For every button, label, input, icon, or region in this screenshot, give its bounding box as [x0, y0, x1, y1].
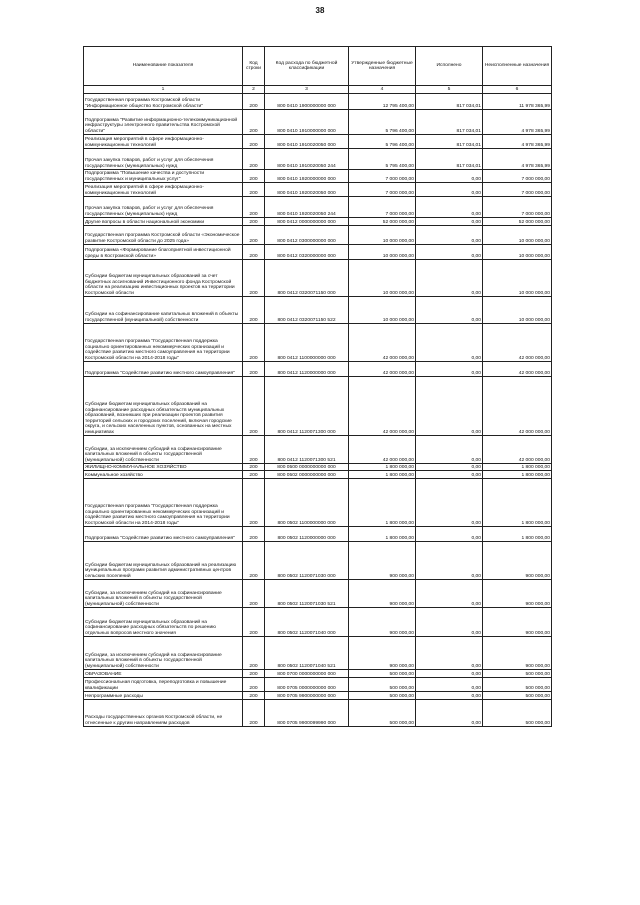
row-unexecuted-amount: 42 000 000,00: [483, 436, 552, 464]
row-approved-amount: 900 000,00: [349, 608, 416, 637]
row-executed-amount: 0,00: [416, 692, 483, 700]
row-indicator-name: Подпрограмма "Повышение качества и доступности государственных и муниципальных услуг": [84, 170, 243, 183]
row-line-code: 200: [243, 226, 265, 245]
header-unexecuted: Неисполненные назначения: [483, 47, 552, 86]
table-row: [84, 297, 552, 324]
row-classification-code: 800 0502 1100000000 000: [265, 479, 349, 527]
row-executed-amount: 0,00: [416, 479, 483, 527]
row-unexecuted-amount: 900 000,00: [483, 580, 552, 608]
row-approved-amount: 1 800 000,00: [349, 464, 416, 471]
header-line-code: Код строки: [243, 47, 265, 86]
row-approved-amount: 900 000,00: [349, 580, 416, 608]
row-approved-amount: 7 000 000,00: [349, 170, 416, 183]
row-indicator-name: Субсидии бюджетам муниципальных образований на реализацию муниципальных программ развития административных центров сельских поселений: [84, 542, 243, 580]
row-indicator-name: Субсидии бюджетам муниципальных образований на софинансирование расходных обязательств по решению отдельных вопросов местного значения: [84, 608, 243, 637]
table-row: [84, 700, 552, 727]
row-indicator-name: Прочая закупка товаров, работ и услуг для обеспечения государственных (муниципальных) нужд: [84, 149, 243, 170]
row-approved-amount: 1 800 000,00: [349, 471, 416, 479]
row-unexecuted-amount: 7 000 000,00: [483, 197, 552, 218]
row-executed-amount: 0,00: [416, 436, 483, 464]
row-line-code: 200: [243, 678, 265, 692]
row-unexecuted-amount: 11 978 365,99: [483, 94, 552, 110]
row-line-code: 200: [243, 464, 265, 471]
row-approved-amount: 42 000 000,00: [349, 324, 416, 362]
row-indicator-name: Реализация мероприятий в сфере информационно-коммуникационных технологий: [84, 135, 243, 149]
row-approved-amount: 900 000,00: [349, 637, 416, 670]
row-approved-amount: 1 800 000,00: [349, 527, 416, 542]
row-unexecuted-amount: 4 978 365,99: [483, 135, 552, 149]
row-line-code: 200: [243, 700, 265, 727]
row-line-code: 200: [243, 362, 265, 377]
column-number: 6: [483, 86, 552, 94]
row-approved-amount: 5 795 400,00: [349, 149, 416, 170]
row-classification-code: 800 0500 0000000000 000: [265, 464, 349, 471]
row-line-code: 200: [243, 149, 265, 170]
row-approved-amount: 500 000,00: [349, 670, 416, 678]
row-indicator-name: Государственная программа Костромской области «Экономическое развитие Костромской области до 2025 года»: [84, 226, 243, 245]
row-classification-code: 800 0410 1900000000 000: [265, 94, 349, 110]
row-indicator-name: ОБРАЗОВАНИЕ: [84, 670, 243, 678]
row-unexecuted-amount: 1 800 000,00: [483, 527, 552, 542]
column-number: 5: [416, 86, 483, 94]
row-approved-amount: 10 000 000,00: [349, 245, 416, 260]
row-line-code: 200: [243, 608, 265, 637]
row-unexecuted-amount: 10 000 000,00: [483, 226, 552, 245]
row-classification-code: 800 0502 1120071030 000: [265, 542, 349, 580]
row-classification-code: 800 0412 0320071150 522: [265, 297, 349, 324]
table-row: [84, 471, 552, 479]
column-number: 1: [84, 86, 243, 94]
row-unexecuted-amount: 500 000,00: [483, 678, 552, 692]
row-indicator-name: Подпрограмма "Содействие развитию местного самоуправления": [84, 527, 243, 542]
table-row: [84, 692, 552, 700]
row-approved-amount: 52 000 000,00: [349, 218, 416, 226]
header-indicator-name: Наименование показателя: [84, 47, 243, 86]
column-number: 2: [243, 86, 265, 94]
row-classification-code: 800 0410 1920020050 000: [265, 183, 349, 197]
row-line-code: 200: [243, 670, 265, 678]
table-row: [84, 608, 552, 637]
table-row: [84, 218, 552, 226]
row-approved-amount: 5 796 400,00: [349, 135, 416, 149]
row-unexecuted-amount: 500 000,00: [483, 692, 552, 700]
row-classification-code: 800 0412 1120071300 521: [265, 436, 349, 464]
row-line-code: 200: [243, 471, 265, 479]
table-body: [84, 94, 552, 727]
row-classification-code: 800 0410 1910020050 244: [265, 149, 349, 170]
row-classification-code: 800 0700 0000000000 000: [265, 670, 349, 678]
row-executed-amount: 817 034,01: [416, 94, 483, 110]
row-line-code: 200: [243, 245, 265, 260]
row-executed-amount: 0,00: [416, 183, 483, 197]
table-row: [84, 527, 552, 542]
table-row: [84, 94, 552, 110]
row-classification-code: 800 0412 0320071150 000: [265, 260, 349, 297]
header-budget-classification-code: Код расхода по бюджетной классификации: [265, 47, 349, 86]
table-row: [84, 110, 552, 135]
page-number: 38: [315, 6, 325, 15]
row-approved-amount: 42 000 000,00: [349, 362, 416, 377]
row-indicator-name: Субсидии, за исключением субсидий на софинансирование капитальных вложений в объекты государственной (муниципальной) собственности: [84, 436, 243, 464]
table-row: [84, 670, 552, 678]
row-line-code: 200: [243, 324, 265, 362]
row-executed-amount: 0,00: [416, 527, 483, 542]
table-row: [84, 436, 552, 464]
row-executed-amount: 0,00: [416, 170, 483, 183]
row-executed-amount: 0,00: [416, 464, 483, 471]
row-executed-amount: 817 034,01: [416, 110, 483, 135]
row-indicator-name: Субсидии, за исключением субсидий на софинансирование капитальных вложений в объекты государственной (муниципальной) собственности: [84, 637, 243, 670]
row-line-code: 200: [243, 110, 265, 135]
row-line-code: 200: [243, 260, 265, 297]
row-line-code: 200: [243, 377, 265, 436]
row-classification-code: 800 0410 1920000000 000: [265, 170, 349, 183]
table-row: [84, 170, 552, 183]
row-indicator-name: Государственная программа "Государственная поддержка социально ориентированных некоммерческих организаций и содействие развитию местного самоуправления на территории Костромской области на 2014-2018 годы": [84, 479, 243, 527]
row-indicator-name: Государственная программа Костромской области "Информационное общество Костромской области": [84, 94, 243, 110]
table-row: [84, 542, 552, 580]
table-row: [84, 149, 552, 170]
row-line-code: 200: [243, 580, 265, 608]
row-classification-code: 800 0412 1120000000 000: [265, 362, 349, 377]
column-number-row: [84, 86, 552, 94]
row-line-code: 200: [243, 542, 265, 580]
row-approved-amount: 5 796 400,00: [349, 110, 416, 135]
row-classification-code: 800 0410 1910000000 000: [265, 110, 349, 135]
row-indicator-name: Субсидии на софинансирование капитальных вложений в объекты государственной (муниципальной) собственности: [84, 297, 243, 324]
header-approved-budget: Утвержденные бюджетные назначения: [349, 47, 416, 86]
row-approved-amount: 10 000 000,00: [349, 297, 416, 324]
row-unexecuted-amount: 52 000 000,00: [483, 218, 552, 226]
header-executed: Исполнено: [416, 47, 483, 86]
row-executed-amount: 0,00: [416, 377, 483, 436]
row-executed-amount: 0,00: [416, 678, 483, 692]
row-line-code: 200: [243, 170, 265, 183]
row-classification-code: 800 0502 1120071030 521: [265, 580, 349, 608]
row-approved-amount: 1 800 000,00: [349, 479, 416, 527]
table-row: [84, 580, 552, 608]
row-line-code: 200: [243, 637, 265, 670]
row-unexecuted-amount: 1 800 000,00: [483, 464, 552, 471]
row-classification-code: 800 0410 1920020050 244: [265, 197, 349, 218]
row-executed-amount: 0,00: [416, 471, 483, 479]
row-indicator-name: Субсидии, за исключением субсидий на софинансирование капитальных вложений в объекты государственной (муниципальной) собственности: [84, 580, 243, 608]
table-row: [84, 226, 552, 245]
row-classification-code: 800 0412 0000000000 000: [265, 218, 349, 226]
row-line-code: 200: [243, 692, 265, 700]
table-header-row: [84, 47, 552, 86]
column-number: 4: [349, 86, 416, 94]
row-unexecuted-amount: 10 000 000,00: [483, 245, 552, 260]
row-indicator-name: Подпрограмма "Развитие информационно-телекоммуникационной инфраструктуры электронного правительства Костромской области": [84, 110, 243, 135]
row-classification-code: 800 0412 0320000000 000: [265, 245, 349, 260]
table-row: [84, 324, 552, 362]
table-row: [84, 377, 552, 436]
row-executed-amount: 0,00: [416, 637, 483, 670]
row-unexecuted-amount: 42 000 000,00: [483, 324, 552, 362]
row-approved-amount: 500 000,00: [349, 692, 416, 700]
row-line-code: 200: [243, 94, 265, 110]
row-unexecuted-amount: 900 000,00: [483, 608, 552, 637]
table-row: [84, 362, 552, 377]
row-classification-code: 800 0410 1910020050 000: [265, 135, 349, 149]
row-indicator-name: Подпрограмма "Содействие развитию местного самоуправления": [84, 362, 243, 377]
row-executed-amount: 0,00: [416, 260, 483, 297]
table-row: [84, 245, 552, 260]
row-approved-amount: 42 000 000,00: [349, 377, 416, 436]
row-executed-amount: 817 034,01: [416, 149, 483, 170]
row-line-code: 200: [243, 183, 265, 197]
row-executed-amount: 0,00: [416, 700, 483, 727]
row-indicator-name: ЖИЛИЩНО-КОММУНАЛЬНОЕ ХОЗЯЙСТВО: [84, 464, 243, 471]
row-line-code: 200: [243, 527, 265, 542]
table-row: [84, 197, 552, 218]
row-unexecuted-amount: 4 978 365,99: [483, 149, 552, 170]
row-unexecuted-amount: 10 000 000,00: [483, 260, 552, 297]
table-row: [84, 135, 552, 149]
row-classification-code: 800 0705 9900000000 000: [265, 692, 349, 700]
row-executed-amount: 0,00: [416, 580, 483, 608]
row-unexecuted-amount: 4 978 365,99: [483, 110, 552, 135]
row-unexecuted-amount: 7 000 000,00: [483, 170, 552, 183]
table-row: [84, 637, 552, 670]
table-row: [84, 464, 552, 471]
row-executed-amount: 817 034,01: [416, 135, 483, 149]
row-classification-code: 800 0412 1100000000 000: [265, 324, 349, 362]
row-indicator-name: Прочая закупка товаров, работ и услуг для обеспечения государственных (муниципальных) нужд: [84, 197, 243, 218]
row-unexecuted-amount: 500 000,00: [483, 670, 552, 678]
row-indicator-name: Другие вопросы в области национальной экономики: [84, 218, 243, 226]
row-indicator-name: Профессиональная подготовка, переподготовка и повышение квалификации: [84, 678, 243, 692]
row-approved-amount: 7 000 000,00: [349, 197, 416, 218]
row-indicator-name: Подпрограмма «Формирование благоприятной инвестиционной среды в Костромской области»: [84, 245, 243, 260]
table-row: [84, 260, 552, 297]
row-classification-code: 800 0502 1120071040 000: [265, 608, 349, 637]
row-executed-amount: 0,00: [416, 197, 483, 218]
table-row: [84, 479, 552, 527]
table-row: [84, 183, 552, 197]
row-line-code: 200: [243, 197, 265, 218]
row-unexecuted-amount: 42 000 000,00: [483, 362, 552, 377]
row-classification-code: 800 0502 1120000000 000: [265, 527, 349, 542]
row-approved-amount: 10 000 000,00: [349, 260, 416, 297]
row-indicator-name: Непрограммные расходы: [84, 692, 243, 700]
row-line-code: 200: [243, 135, 265, 149]
row-indicator-name: Субсидии бюджетам муниципальных образований за счет бюджетных ассигнований Инвестиционного фонда Костромской области на реализацию инвестиционных проектов на территории Костромской области: [84, 260, 243, 297]
row-executed-amount: 0,00: [416, 542, 483, 580]
budget-execution-table: [83, 46, 552, 727]
row-indicator-name: Субсидии бюджетам муниципальных образований на софинансирование расходных обязательств муниципальных образований, возникших при реализации проектов развития территорий сельских и городских поселений, включая городские округа, и сельских населенных пунктов, основанных на местных инициативах: [84, 377, 243, 436]
row-approved-amount: 42 000 000,00: [349, 436, 416, 464]
row-indicator-name: Реализация мероприятий в сфере информационно-коммуникационных технологий: [84, 183, 243, 197]
row-approved-amount: 12 795 400,00: [349, 94, 416, 110]
row-classification-code: 800 0502 1120071040 521: [265, 637, 349, 670]
row-approved-amount: 900 000,00: [349, 542, 416, 580]
row-unexecuted-amount: 900 000,00: [483, 542, 552, 580]
row-classification-code: 800 0705 9900099990 000: [265, 700, 349, 727]
row-executed-amount: 0,00: [416, 245, 483, 260]
row-line-code: 200: [243, 218, 265, 226]
column-number: 3: [265, 86, 349, 94]
row-unexecuted-amount: 500 000,00: [483, 700, 552, 727]
row-unexecuted-amount: 42 000 000,00: [483, 377, 552, 436]
row-unexecuted-amount: 7 000 000,00: [483, 183, 552, 197]
row-classification-code: 800 0412 1120071300 000: [265, 377, 349, 436]
row-approved-amount: 500 000,00: [349, 678, 416, 692]
row-executed-amount: 0,00: [416, 324, 483, 362]
row-executed-amount: 0,00: [416, 670, 483, 678]
row-line-code: 200: [243, 436, 265, 464]
row-executed-amount: 0,00: [416, 362, 483, 377]
table-row: [84, 678, 552, 692]
row-unexecuted-amount: 1 800 000,00: [483, 471, 552, 479]
row-classification-code: 800 0412 0300000000 000: [265, 226, 349, 245]
row-line-code: 200: [243, 479, 265, 527]
row-approved-amount: 10 000 000,00: [349, 226, 416, 245]
row-indicator-name: Расходы государственных органов Костромской области, не отнесенные к другим направлениям расходов: [84, 700, 243, 727]
row-approved-amount: 7 000 000,00: [349, 183, 416, 197]
row-line-code: 200: [243, 297, 265, 324]
row-executed-amount: 0,00: [416, 226, 483, 245]
row-executed-amount: 0,00: [416, 218, 483, 226]
row-unexecuted-amount: 900 000,00: [483, 637, 552, 670]
row-unexecuted-amount: 10 000 000,00: [483, 297, 552, 324]
row-executed-amount: 0,00: [416, 608, 483, 637]
row-classification-code: 800 0705 0000000000 000: [265, 678, 349, 692]
row-unexecuted-amount: 1 800 000,00: [483, 479, 552, 527]
row-executed-amount: 0,00: [416, 297, 483, 324]
row-approved-amount: 500 000,00: [349, 700, 416, 727]
row-indicator-name: Коммунальное хозяйство: [84, 471, 243, 479]
row-classification-code: 800 0502 0000000000 000: [265, 471, 349, 479]
row-indicator-name: Государственная программа "Государственная поддержка социально ориентированных некоммерческих организаций и содействие развитию местного самоуправления на территории Костромской области на 2014-2018 годы": [84, 324, 243, 362]
